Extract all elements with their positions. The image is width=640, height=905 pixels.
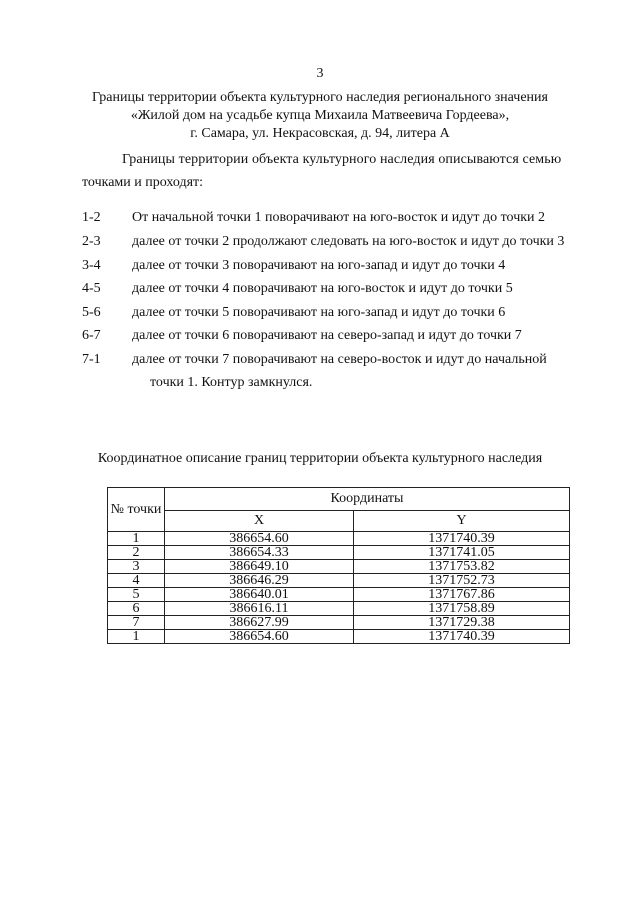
header-coordinates: Координаты — [165, 488, 570, 511]
cell-x: 386646.29 — [165, 574, 354, 588]
route-row — [0, 305, 640, 325]
route-code: 1-2 — [82, 210, 101, 225]
intro-line-2: точками и проходят: — [82, 175, 204, 190]
page-number: 3 — [316, 66, 324, 81]
route-text: далее от точки 6 поворачивают на северо-запад и идут до точки 7 — [132, 328, 522, 343]
route-continuation: точки 1. Контур замкнулся. — [150, 375, 313, 390]
route-code: 4-5 — [82, 281, 101, 296]
cell-x: 386649.10 — [165, 560, 354, 574]
table-subheader-row — [108, 511, 570, 532]
intro-line-1: Границы территории объекта культурного наследия описываются семью — [122, 152, 562, 167]
table-row — [108, 602, 570, 616]
table-row — [108, 546, 570, 560]
title-line-3: г. Самара, ул. Некрасовская, д. 94, литера А — [190, 126, 450, 141]
cell-y: 1371752.73 — [354, 574, 570, 588]
cell-y: 1371740.39 — [354, 532, 570, 546]
cell-y: 1371740.39 — [354, 630, 570, 644]
cell-x: 386654.60 — [165, 630, 354, 644]
cell-point-number: 4 — [108, 574, 165, 588]
route-row — [0, 234, 640, 254]
cell-y: 1371758.89 — [354, 602, 570, 616]
cell-y: 1371753.82 — [354, 560, 570, 574]
table-row — [108, 560, 570, 574]
route-code: 6-7 — [82, 328, 101, 343]
table-row — [108, 574, 570, 588]
route-code: 3-4 — [82, 258, 101, 273]
route-text: От начальной точки 1 поворачивают на юго-восток и идут до точки 2 — [132, 210, 546, 225]
table-row — [108, 616, 570, 630]
route-row — [0, 210, 640, 230]
route-row — [0, 281, 640, 301]
cell-x: 386627.99 — [165, 616, 354, 630]
header-y: Y — [354, 511, 570, 532]
cell-point-number: 3 — [108, 560, 165, 574]
cell-y: 1371741.05 — [354, 546, 570, 560]
cell-y: 1371767.86 — [354, 588, 570, 602]
table-row — [108, 532, 570, 546]
route-code: 7-1 — [82, 352, 101, 367]
route-text: далее от точки 2 продолжают следовать на юго-восток и идут до точки 3 — [132, 234, 565, 249]
cell-point-number: 2 — [108, 546, 165, 560]
title-line-1: Границы территории объекта культурного наследия регионального значения — [92, 90, 548, 105]
table-row — [108, 630, 570, 644]
route-text: далее от точки 7 поворачивают на северо-восток и идут до начальной — [132, 352, 547, 367]
header-x: X — [165, 511, 354, 532]
cell-point-number: 1 — [108, 630, 165, 644]
cell-y: 1371729.38 — [354, 616, 570, 630]
title-line-2: «Жилой дом на усадьбе купца Михаила Матвеевича Гордеева», — [130, 108, 510, 123]
route-row — [0, 328, 640, 348]
route-code: 5-6 — [82, 305, 101, 320]
header-point-number: № точки — [108, 488, 165, 532]
cell-x: 386654.60 — [165, 532, 354, 546]
route-text: далее от точки 5 поворачивают на юго-запад и идут до точки 6 — [132, 305, 506, 320]
cell-point-number: 7 — [108, 616, 165, 630]
cell-x: 386616.11 — [165, 602, 354, 616]
table-header-row — [108, 488, 570, 511]
coordinates-table — [107, 487, 570, 644]
route-row — [0, 258, 640, 278]
cell-x: 386640.01 — [165, 588, 354, 602]
cell-point-number: 6 — [108, 602, 165, 616]
route-text: далее от точки 3 поворачивают на юго-запад и идут до точки 4 — [132, 258, 506, 273]
cell-point-number: 5 — [108, 588, 165, 602]
cell-point-number: 1 — [108, 532, 165, 546]
cell-x: 386654.33 — [165, 546, 354, 560]
route-row — [0, 352, 640, 372]
route-text: далее от точки 4 поворачивают на юго-восток и идут до точки 5 — [132, 281, 513, 296]
route-code: 2-3 — [82, 234, 101, 249]
coordinates-title: Координатное описание границ территории объекта культурного наследия — [97, 451, 543, 466]
table-row — [108, 588, 570, 602]
